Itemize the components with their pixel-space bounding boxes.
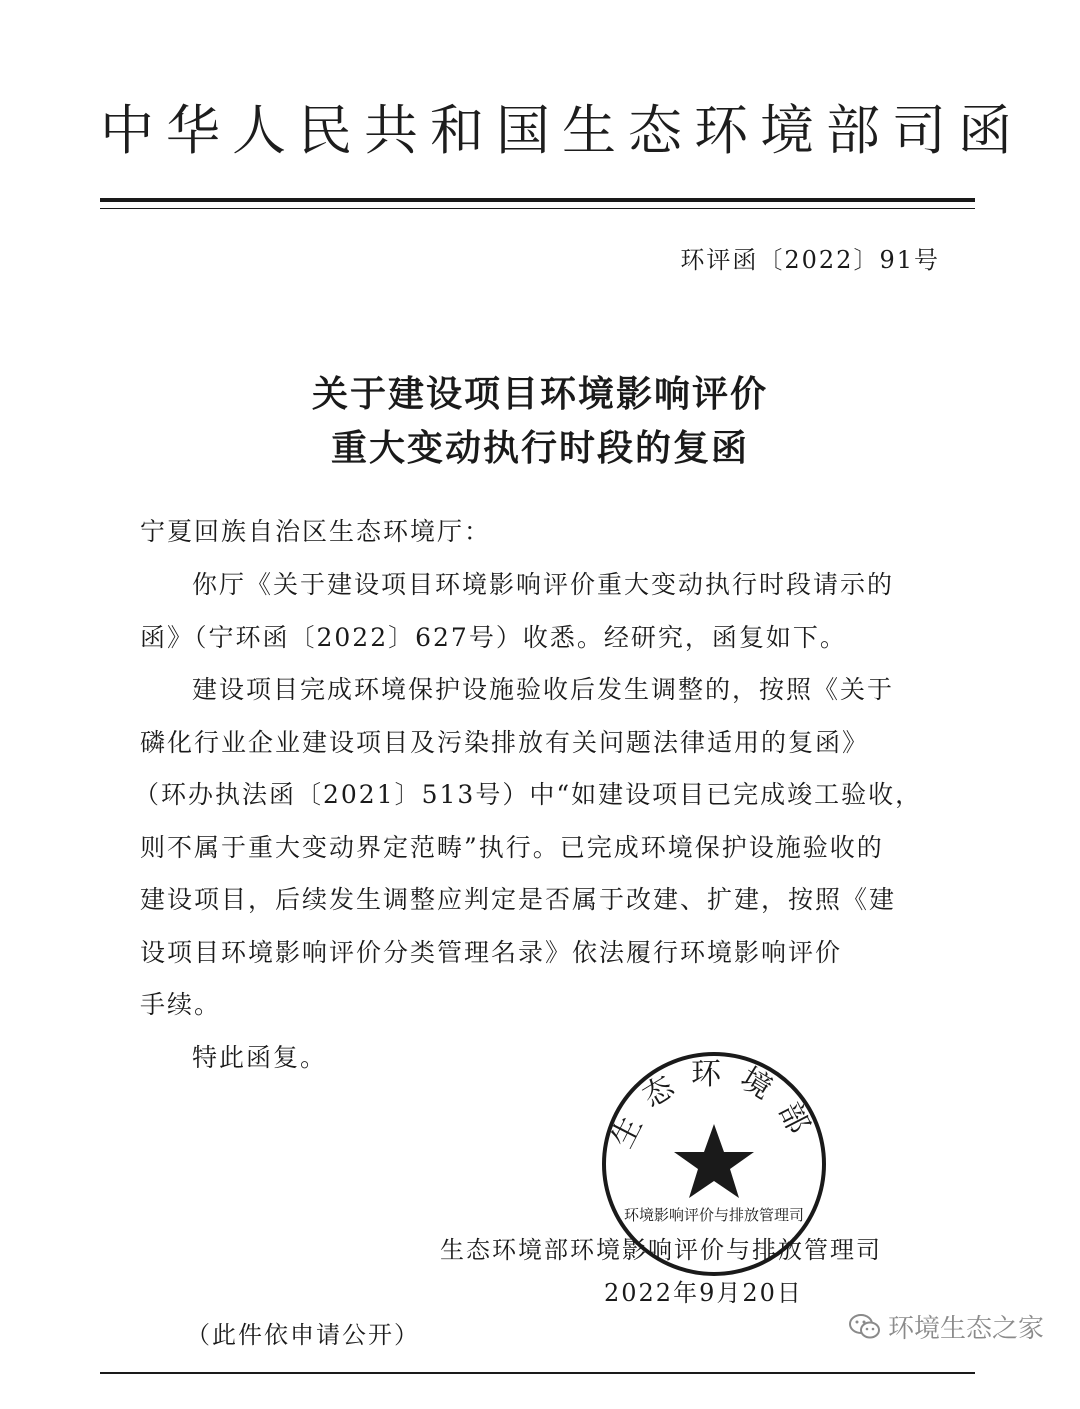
body-line: 手续。 xyxy=(140,990,222,1019)
watermark xyxy=(848,1308,1044,1345)
letterhead-title: 中华人民共和国生态环境部司函 xyxy=(100,99,1024,162)
signature-organization: 生态环境部环境影响评价与排放管理司 xyxy=(440,1236,882,1264)
body-line: 则不属于重大变动界定范畴”执行。已完成环境保护设施验收的 xyxy=(140,833,884,862)
watermark-text: 环境生态之家 xyxy=(888,1314,1045,1344)
disclosure-note: （此件依申请公开） xyxy=(186,1321,420,1349)
wechat-icon xyxy=(848,1312,882,1342)
body-line: 建设项目，后续发生调整应判定是否属于改建、扩建，按照《建 xyxy=(140,885,897,914)
document-title-line-2: 重大变动执行时段的复函 xyxy=(330,428,749,469)
body-line: 设项目环境影响评价分类管理名录》依法履行环境影响评价 xyxy=(140,938,843,967)
document-number: 环评函〔2022〕91号 xyxy=(680,246,940,274)
letterhead-rule-thick xyxy=(100,198,975,202)
body-line: 函》（宁环函〔2022〕627号）收悉。经研究，函复如下。 xyxy=(140,623,847,652)
star-icon xyxy=(674,1124,754,1198)
closing-line: 特此函复。 xyxy=(192,1043,328,1072)
letterhead-rule-thin xyxy=(100,208,975,209)
seal-inner-text: 环境影响评价与排放管理司 xyxy=(623,1206,805,1224)
body-line: 建设项目完成环境保护设施验收后发生调整的，按照《关于 xyxy=(192,675,895,704)
body-line: （环办执法函〔2021〕513号）中“如建设项目已完成竣工验收， xyxy=(134,780,923,809)
body-line: 磷化行业企业建设项目及污染排放有关问题法律适用的复函》 xyxy=(140,728,870,757)
signature-date: 2022年9月20日 xyxy=(604,1279,803,1307)
footer-rule xyxy=(100,1372,975,1374)
body-line: 你厅《关于建设项目环境影响评价重大变动执行时段请示的 xyxy=(192,570,895,599)
document-title-line-1: 关于建设项目环境影响评价 xyxy=(311,374,768,415)
addressee: 宁夏回族自治区生态环境厅： xyxy=(140,517,492,546)
seal-arc-text: 生态环境部 xyxy=(604,1056,824,1154)
